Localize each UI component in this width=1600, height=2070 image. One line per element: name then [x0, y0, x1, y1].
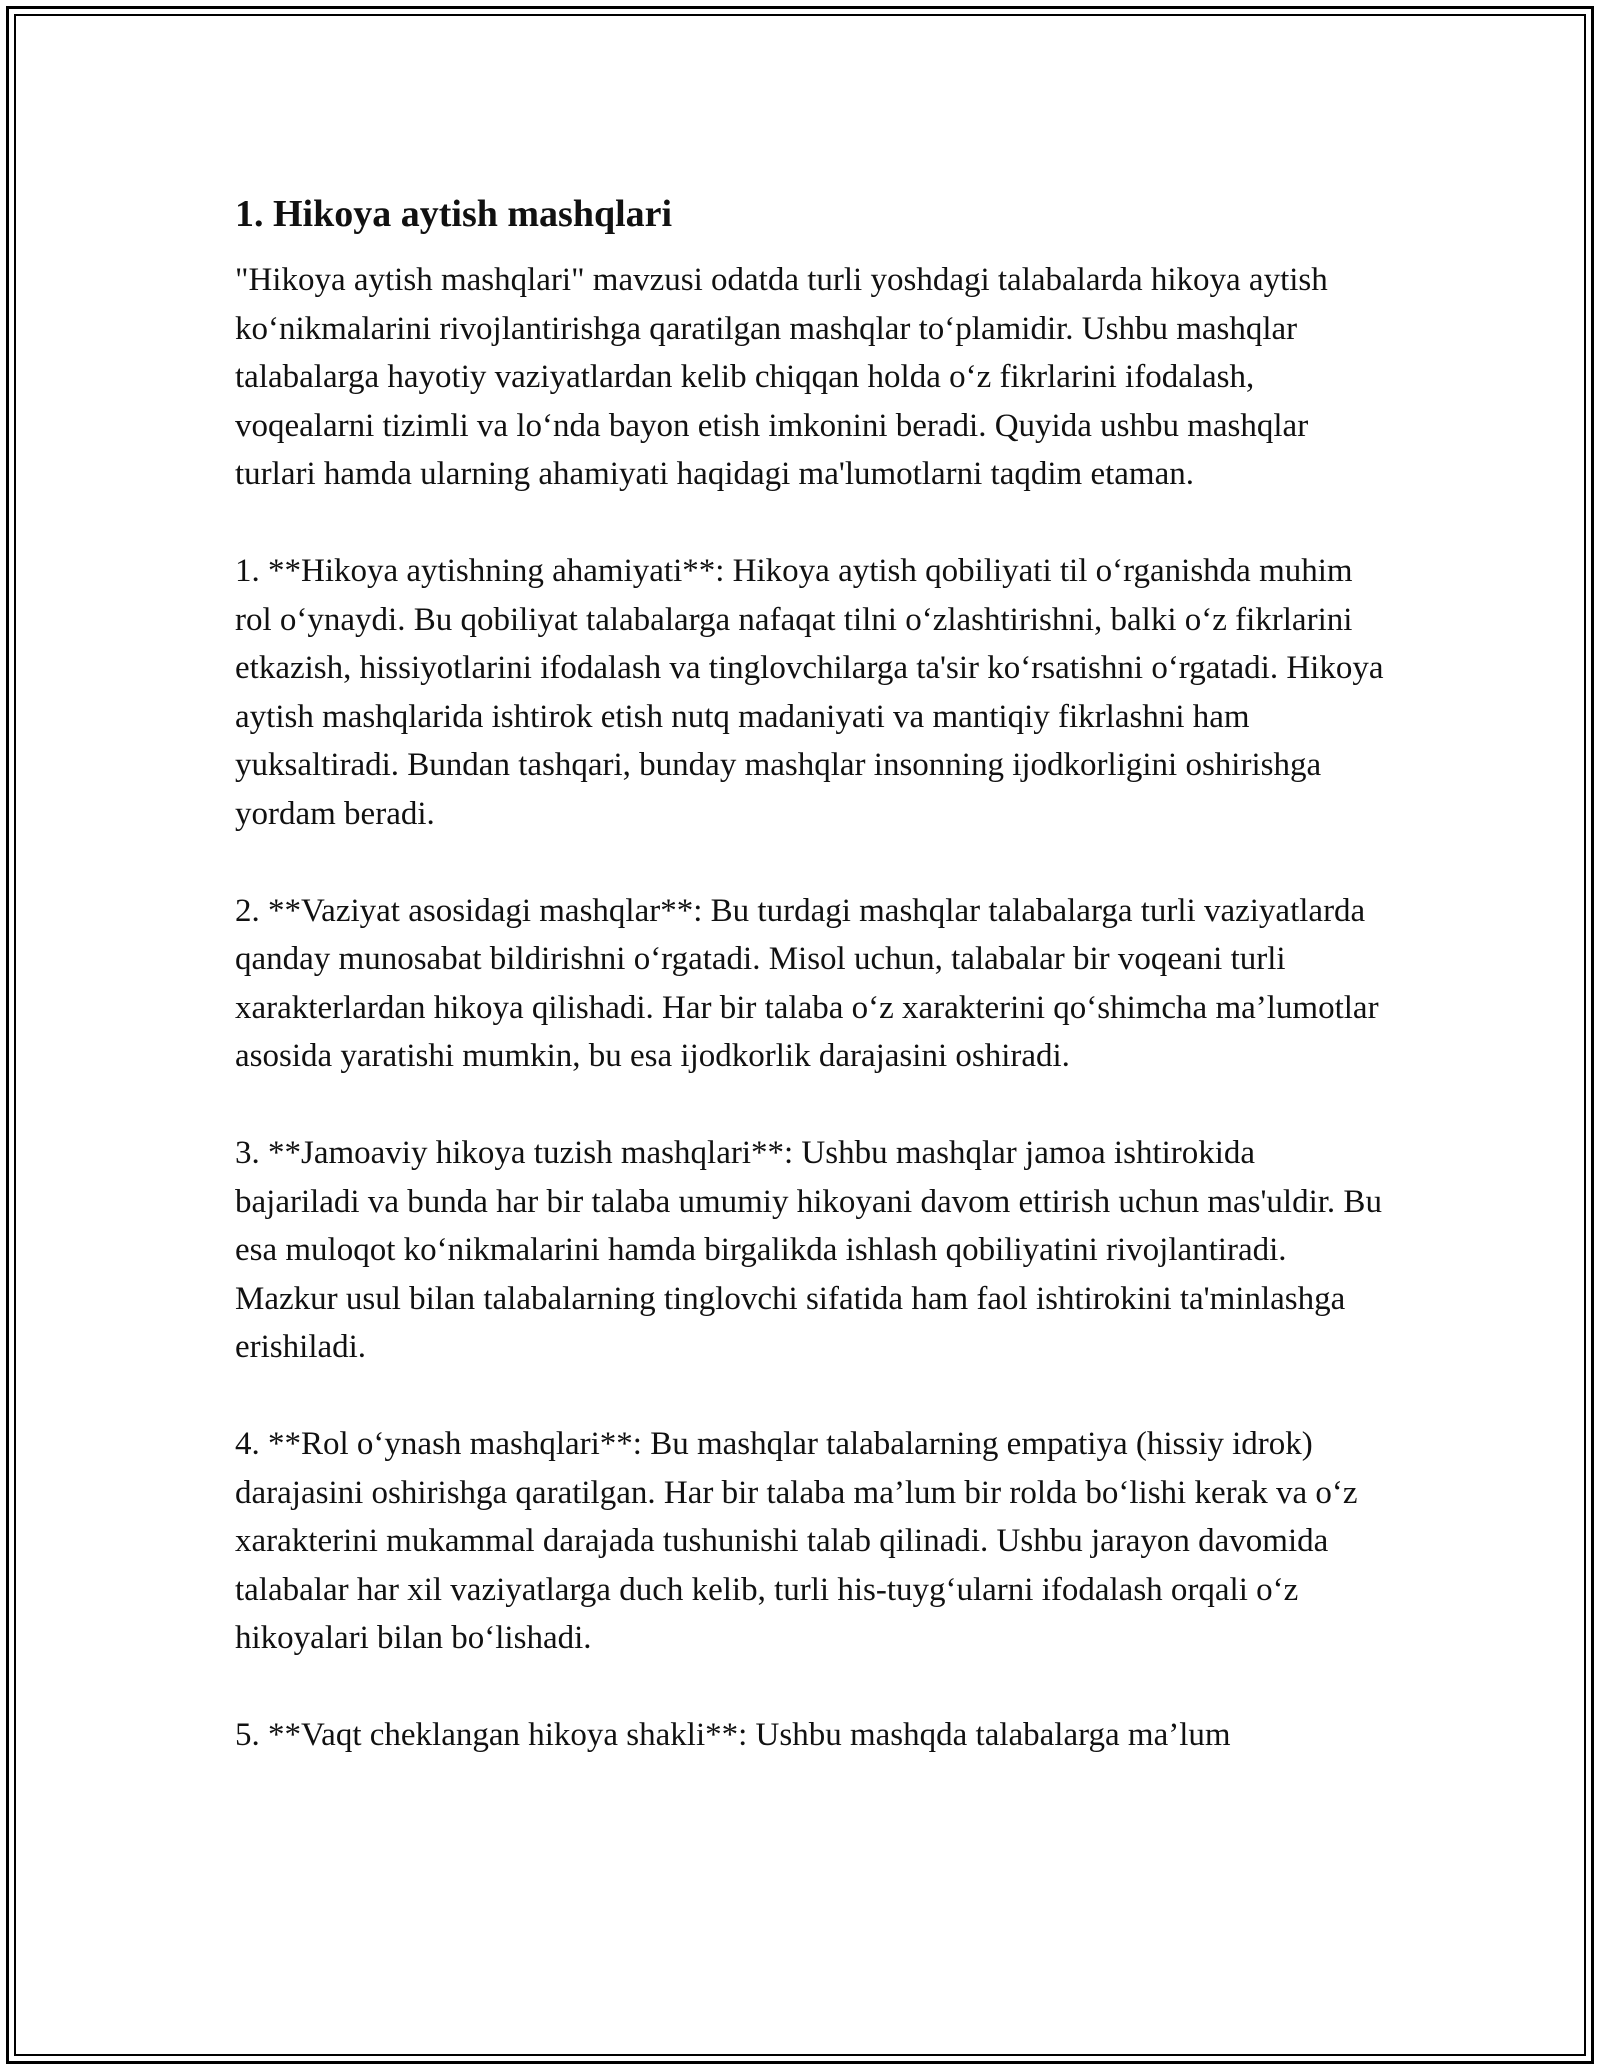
paragraph-item-1: 1. **Hikoya aytishning ahamiyati**: Hikoya aytish qobiliyati til o‘rganishda muhim rol o‘ynaydi. Bu qobiliyat talabalarga nafaqat tilni o‘zlashtirishni, balki o‘z fikrlarini etkazish, hissiyotlarini ifodalash va tinglovchilarga ta'sir ko‘rsatishni o‘rgatadi. Hikoya aytish mashqlarida ishtirok etish nutq madaniyati va mantiqiy fikrlashni ham yuksaltiradi. Bundan tashqari, bunday mashqlar insonning ijodkorligini oshirishga yordam beradi. — [235, 553, 1384, 832]
paragraph-item-3: 3. **Jamoaviy hikoya tuzish mashqlari**: Ushbu mashqlar jamoa ishtirokida bajariladi va bunda har bir talaba umumiy hikoyani davom ettirish uchun mas'uldir. Bu esa muloqot ko‘nikmalarini hamda birgalikda ishlash qobiliyatini rivojlantiradi. Mazkur usul bilan talabalarning tinglovchi sifatida ham faol ishtirokini ta'minlashga erishiladi. — [235, 1135, 1382, 1365]
document-title: 1. Hikoya aytish mashqlari — [235, 193, 673, 235]
document-body — [235, 186, 1385, 1808]
paragraph-item-2: 2. **Vaziyat asosidagi mashqlar**: Bu turdagi mashqlar talabalarga turli vaziyatlarda qanday munosabat bildirishni o‘rgatadi. Misol uchun, talabalar bir voqeani turli xarakterlardan hikoya qilishadi. Har bir talaba o‘z xarakterini qo‘shimcha ma’lumotlar asosida yaratishi mumkin, bu esa ijodkorlik darajasini oshiradi. — [235, 892, 1379, 1074]
paragraph-item-4: 4. **Rol o‘ynash mashqlari**: Bu mashqlar talabalarning empatiya (hissiy idrok) darajasini oshirishga qaratilgan. Har bir talaba ma’lum bir rolda bo‘lishi kerak va o‘z xarakterini mukammal darajada tushunishi talab qilinadi. Ushbu jarayon davomida talabalar har xil vaziyatlarga duch kelib, turli his-tuyg‘ularni ifodalash orqali o‘z hikoyalari bilan bo‘lishadi. — [235, 1426, 1358, 1656]
paragraph-intro: "Hikoya aytish mashqlari" mavzusi odatda turli yoshdagi talabalarda hikoya aytish ko‘nikmalarini rivojlantirishga qaratilgan mashqlar to‘plamidir. Ushbu mashqlar talabalarga hayotiy vaziyatlardan kelib chiqqan holda o‘z fikrlarini ifodalash, voqealarni tizimli va lo‘nda bayon etish imkonini beradi. Quyida ushbu mashqlar turlari hamda ularning ahamiyati haqidagi ma'lumotlarni taqdim etaman. — [235, 262, 1328, 492]
paragraph-item-5: 5. **Vaqt cheklangan hikoya shakli**: Ushbu mashqda talabalarga ma’lum — [235, 1717, 1231, 1753]
